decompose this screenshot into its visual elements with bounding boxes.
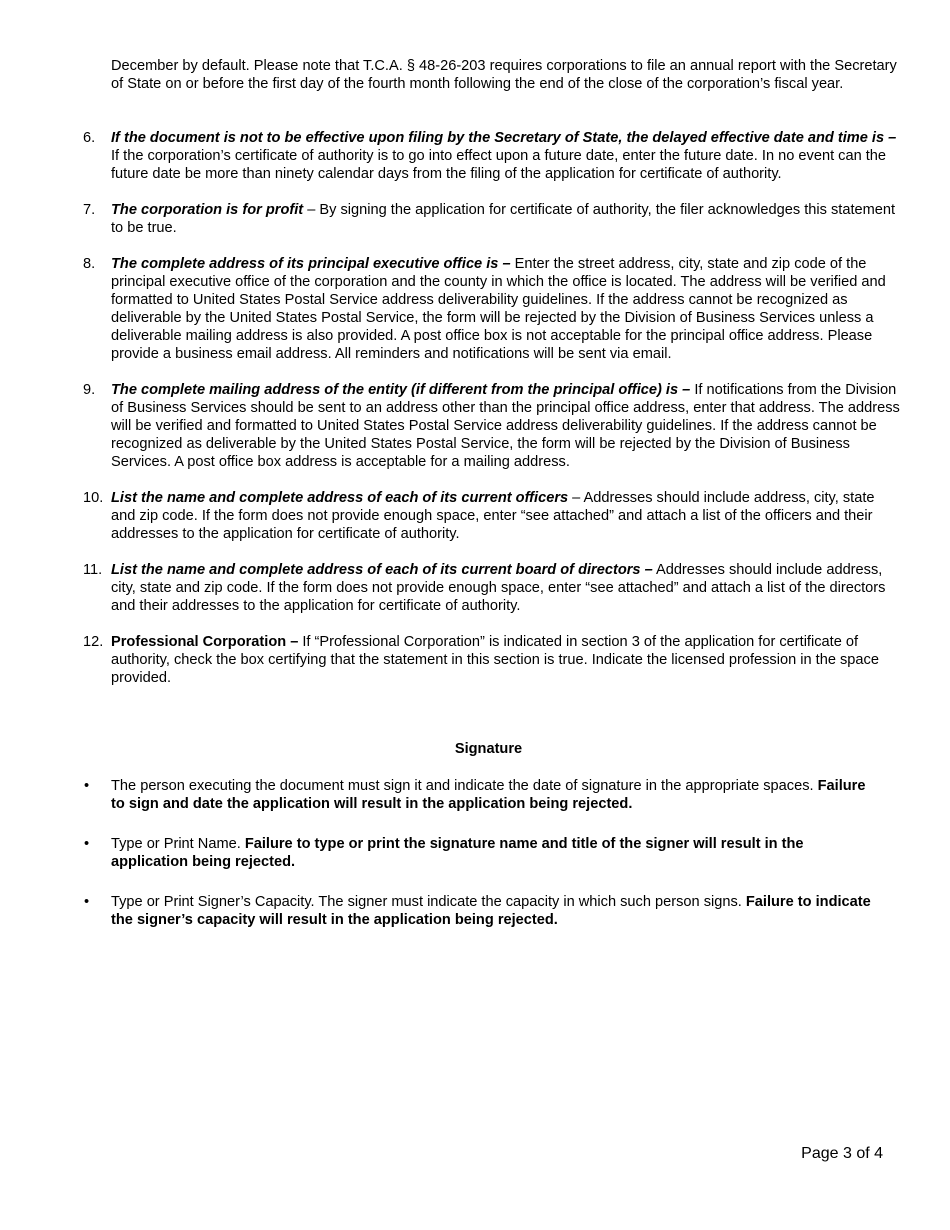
item-number: 11. xyxy=(83,562,103,578)
instruction-item-7 xyxy=(0,201,901,237)
bullet-warning: Failure to indicate the signer’s capacity will result in the application being rejected. xyxy=(111,894,871,928)
instruction-item-11 xyxy=(0,561,901,615)
item-number: 6. xyxy=(83,130,96,146)
item-body: If the corporation’s certificate of authority is to go into effect upon a future date, enter the future date. In no event can the future date be more than ninety calendar days from the filing of the application for certificate of authority. xyxy=(111,148,887,182)
item-body: Enter the street address, city, state and zip code of the principal executive office of the corporation and the county in which the office is located. The address will be verified and formatted to United States Postal Service address deliverability guidelines. If the address cannot be recognized as deliverable by the United States Postal Service, the form will be rejected by the Division of Business Services unless a deliverable mailing address is also provided. A post office box is not acceptable for the principal office address. Please provide a business email address. All reminders and notifications will be sent via email. xyxy=(111,256,886,362)
signature-bullet-date xyxy=(0,777,871,813)
item-body: Addresses should include address, city, state and zip code. If the form does not provide enough space, enter “see attached” and attach a list of the directors and their addresses to the application for certificate of authority. xyxy=(111,562,886,614)
signature-heading: Signature xyxy=(454,741,523,757)
instructions-list xyxy=(0,129,950,705)
bullet-marker: • xyxy=(84,836,90,852)
item-heading: The complete address of its principal executive office is – xyxy=(111,256,511,272)
item-heading: Professional Corporation – xyxy=(111,634,299,650)
item-heading: If the document is not to be effective upon filing by the Secretary of State, the delayed effective date and time is – xyxy=(111,130,897,146)
instruction-item-6 xyxy=(0,129,901,183)
item-heading: List the name and complete address of each of its current board of directors – xyxy=(111,562,653,578)
item-body: – By signing the application for certificate of authority, the filer acknowledges this statement to be true. xyxy=(111,202,896,236)
bullet-warning: Failure to sign and date the application will result in the application being rejected. xyxy=(111,778,866,812)
item-number: 8. xyxy=(83,256,96,272)
instruction-item-9 xyxy=(0,381,901,471)
bullet-text: Type or Print Signer’s Capacity. The signer must indicate the capacity in which such person signs. xyxy=(111,894,746,910)
signature-bullets xyxy=(0,777,950,951)
instruction-item-10 xyxy=(0,489,901,543)
instruction-item-8 xyxy=(0,255,901,363)
item-number: 7. xyxy=(83,202,96,218)
item-heading: The corporation is for profit xyxy=(111,202,304,218)
item-body: If “Professional Corporation” is indicated in section 3 of the application for certificate of authority, check the box certifying that the statement in this section is true. Indicate the licensed profession in the space provided. xyxy=(111,634,879,686)
bullet-warning: Failure to type or print the signature name and title of the signer will result in the application being rejected. xyxy=(111,836,804,870)
bullet-marker: • xyxy=(84,778,90,794)
item-heading: List the name and complete address of each of its current officers xyxy=(111,490,569,506)
page-number: Page 3 of 4 xyxy=(801,1145,883,1162)
signature-bullet-name xyxy=(0,835,871,871)
item-number: 10. xyxy=(83,490,104,506)
bullet-text: Type or Print Name. xyxy=(111,836,245,852)
item-heading: The complete mailing address of the entity (if different from the principal office) is – xyxy=(111,382,691,398)
bullet-text: The person executing the document must sign it and indicate the date of signature in the appropriate spaces. xyxy=(111,778,818,794)
intro-paragraph: December by default. Please note that T.C.A. § 48-26-203 requires corporations to file an annual report with the Secretary of State on or before the first day of the fourth month following the end of the close of the corporation’s fiscal year. xyxy=(111,58,897,92)
item-body: – Addresses should include address, city, state and zip code. If the form does not provide enough space, enter “see attached” and attach a list of the officers and their addresses to the application for certificate of authority. xyxy=(111,490,875,542)
item-body: If notifications from the Division of Business Services should be sent to an address other than the principal office address, enter that address. The address will be verified and formatted to United States Postal Service address deliverability guidelines. If the address cannot be recognized as deliverable by the United States Postal Service, the form will be rejected by the Division of Business Services. A post office box address is acceptable for a mailing address. xyxy=(111,382,900,470)
item-number: 9. xyxy=(83,382,96,398)
signature-bullet-capacity xyxy=(0,893,871,929)
instruction-item-12 xyxy=(0,633,901,687)
bullet-marker: • xyxy=(84,894,90,910)
item-number: 12. xyxy=(83,634,104,650)
